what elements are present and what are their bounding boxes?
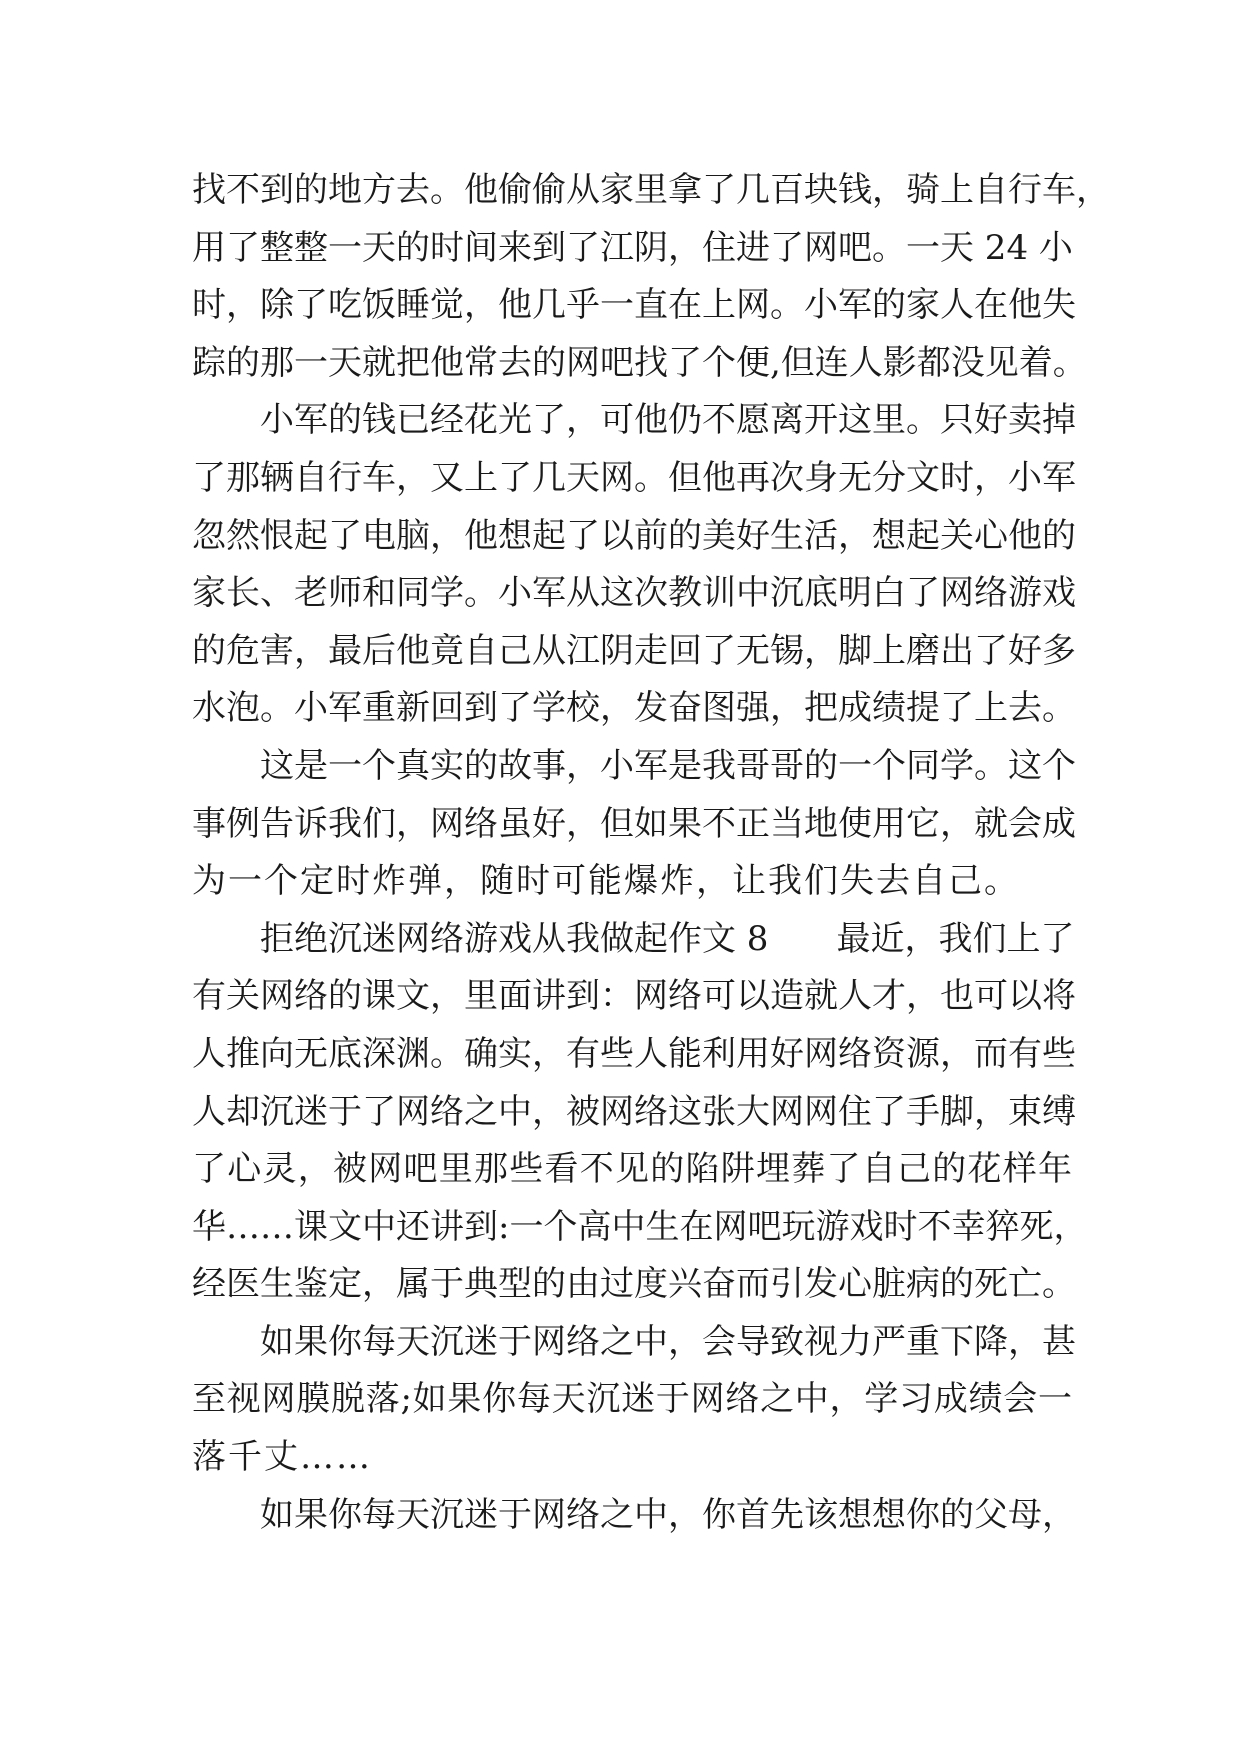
text-line: 有关网络的课文，里面讲到：网络可以造就人才，也可以将 bbox=[192, 976, 1076, 1017]
text-line: 的危害，最后他竟自己从江阴走回了无锡，脚上磨出了好多 bbox=[192, 630, 1076, 671]
text-line: 这是一个真实的故事，小军是我哥哥的一个同学。这个 bbox=[260, 745, 1076, 786]
text-line: 拒绝沉迷网络游戏从我做起作文 8 最近，我们上了 bbox=[260, 918, 1075, 959]
text-line: 踪的那一天就把他常去的网吧找了个便,但连人影都没见着。 bbox=[192, 342, 1087, 383]
text-line: 时，除了吃饭睡觉，他几乎一直在上网。小军的家人在他失 bbox=[192, 285, 1076, 326]
text-line: 如果你每天沉迷于网络之中，会导致视力严重下降，甚 bbox=[260, 1321, 1076, 1362]
text-line: 华……课文中还讲到:一个高中生在网吧玩游戏时不幸猝死， bbox=[192, 1206, 1088, 1247]
text-line: 用了整整一天的时间来到了江阴，住进了网吧。一天 24 小 bbox=[192, 227, 1073, 268]
text-line: 家长、老师和同学。小军从这次教训中沉底明白了网络游戏 bbox=[192, 573, 1076, 614]
text-line: 小军的钱已经花光了，可他仍不愿离开这里。只好卖掉 bbox=[260, 400, 1076, 441]
text-line: 经医生鉴定，属于典型的由过度兴奋而引发心脏病的死亡。 bbox=[192, 1264, 1076, 1305]
text-line: 忽然恨起了电脑，他想起了以前的美好生活，想起关心他的 bbox=[192, 515, 1076, 556]
text-line: 水泡。小军重新回到了学校，发奋图强，把成绩提了上去。 bbox=[192, 688, 1076, 729]
text-line: 了那辆自行车，又上了几天网。但他再次身无分文时，小军 bbox=[192, 457, 1076, 498]
text-line: 了心灵，被网吧里那些看不见的陷阱埋葬了自己的花样年 bbox=[192, 1149, 1072, 1190]
text-line: 落千丈…… bbox=[192, 1437, 372, 1478]
text-line: 人却沉迷于了网络之中，被网络这张大网网住了手脚，束缚 bbox=[192, 1091, 1076, 1132]
text-line: 至视网膜脱落;如果你每天沉迷于网络之中，学习成绩会一 bbox=[192, 1379, 1073, 1420]
text-line: 如果你每天沉迷于网络之中，你首先该想想你的父母， bbox=[260, 1494, 1076, 1535]
text-line: 找不到的地方去。他偷偷从家里拿了几百块钱，骑上自行车， bbox=[192, 170, 1110, 210]
document-body bbox=[192, 162, 1110, 1544]
text-line: 事例告诉我们，网络虽好，但如果不正当地使用它，就会成 bbox=[192, 803, 1076, 844]
text-line: 为一个定时炸弹，随时可能爆炸，让我们失去自己。 bbox=[192, 861, 1020, 902]
text-line: 人推向无底深渊。确实，有些人能利用好网络资源，而有些 bbox=[192, 1033, 1076, 1074]
